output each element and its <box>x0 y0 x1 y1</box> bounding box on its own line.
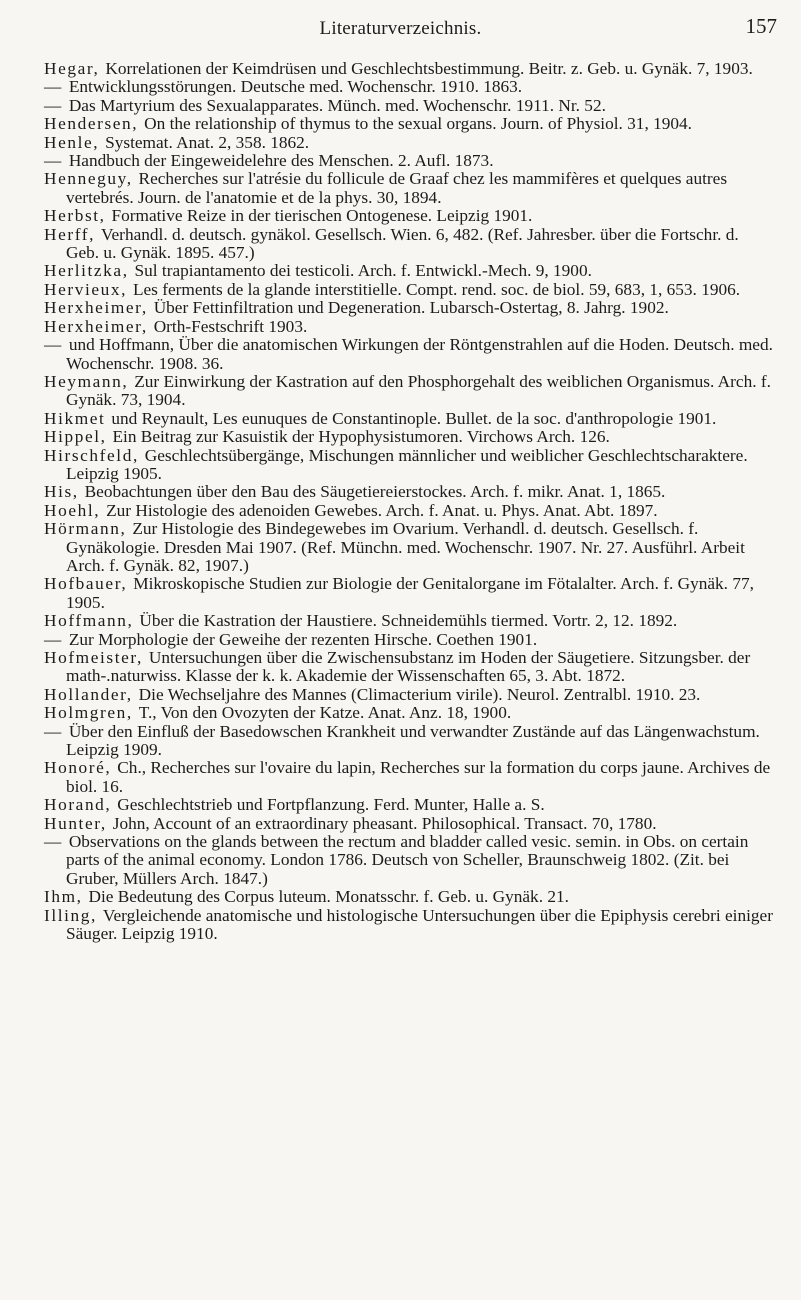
bibliography-entry <box>44 520 774 575</box>
bibliography-entry <box>44 299 774 317</box>
bibliography-entry <box>44 60 774 78</box>
entry-author: Honoré, <box>44 758 118 778</box>
page-number: 157 <box>745 14 777 38</box>
entry-author: Hikmet <box>44 408 112 428</box>
entry-text: Über Fettinfiltration und Degeneration. Lubarsch-Ostertag, 8. Jahrg. 1902. <box>153 298 669 318</box>
bibliography-entry <box>44 612 774 630</box>
entry-text: Mikroskopische Studien zur Biologie der Genitalorgane im Fötalalter. Arch. f. Gynäk. 77, 1905. <box>66 574 754 612</box>
entry-author: Henneguy, <box>44 169 139 189</box>
bibliography-entry <box>44 410 774 428</box>
entry-author: His, <box>44 482 85 502</box>
entry-author: — <box>44 832 69 852</box>
bibliography-entry <box>44 447 774 484</box>
page-header <box>0 10 801 40</box>
entry-text: Systemat. Anat. 2, 358. 1862. <box>105 132 310 152</box>
entry-author: Hippel, <box>44 427 113 447</box>
entry-text: T., Von den Ovozyten der Katze. Anat. Anz. 18, 1900. <box>138 703 512 723</box>
entry-author: Heymann, <box>44 371 135 391</box>
entry-author: — <box>44 335 69 355</box>
entry-author: Horand, <box>44 795 118 815</box>
bibliography-entry <box>44 796 774 814</box>
entry-text: Recherches sur l'atrésie du follicule de Graaf chez les mammifères et quelques autres vertebrés. Journ. de l'anatomie et de la phys. 30, 1894. <box>66 169 728 207</box>
entry-author: Herxheimer, <box>44 316 154 336</box>
bibliography-entry <box>44 281 774 299</box>
bibliography-entry <box>44 575 774 612</box>
bibliography-list <box>44 60 774 944</box>
bibliography-entry <box>44 152 774 170</box>
entry-text: John, Account of an extraordinary pheasant. Philosophical. Transact. 70, 1780. <box>112 813 657 833</box>
bibliography-entry <box>44 78 774 96</box>
bibliography-entry <box>44 373 774 410</box>
entry-author: Hoffmann, <box>44 611 140 631</box>
entry-text: Über den Einfluß der Basedowschen Krankheit und verwandter Zustände auf das Längenwachstum. Leipzig 1909. <box>66 721 760 760</box>
entry-author: Hegar, <box>44 59 106 78</box>
entry-author: Herxheimer, <box>44 298 154 318</box>
entry-text: Ein Beitrag zur Kasuistik der Hypophysistumoren. Virchows Arch. 126. <box>112 427 610 447</box>
entry-text: Zur Histologie des adenoiden Gewebes. Arch. f. Anat. u. Phys. Anat. Abt. 1897. <box>106 500 658 520</box>
entry-author: Hirschfeld, <box>44 445 145 465</box>
entry-author: Hollander, <box>44 684 139 704</box>
bibliography-entry <box>44 686 774 704</box>
entry-author: — <box>44 629 69 649</box>
running-title: Literaturverzeichnis. <box>319 18 482 39</box>
entry-author: Hunter, <box>44 813 113 833</box>
entry-author: Holmgren, <box>44 703 139 723</box>
bibliography-entry <box>44 207 774 225</box>
entry-text: und Reynault, Les eunuques de Constantinople. Bullet. de la soc. d'anthropologie 1901. <box>111 408 717 428</box>
entry-text: Sul trapiantamento dei testicoli. Arch. f. Entwickl.-Mech. 9, 1900. <box>134 261 592 281</box>
entry-text: Geschlechtsübergänge, Mischungen männlicher und weiblicher Geschlechtscharaktere. Leipzig 1905. <box>66 445 748 483</box>
entry-text: Die Bedeutung des Corpus luteum. Monatsschr. f. Geb. u. Gynäk. 21. <box>88 887 569 907</box>
entry-author: Hervieux, <box>44 279 133 299</box>
entry-author: Illing, <box>44 905 103 925</box>
bibliography-entry <box>44 888 774 906</box>
entry-text: Entwicklungsstörungen. Deutsche med. Wochenschr. 1910. 1863. <box>68 77 523 97</box>
bibliography-entry <box>44 502 774 520</box>
entry-text: Das Martyrium des Sexualapparates. Münch. med. Wochenschr. 1911. Nr. 52. <box>68 95 606 115</box>
entry-author: Hoehl, <box>44 500 107 520</box>
entry-author: Herlitzka, <box>44 261 135 281</box>
entry-author: Ihm, <box>44 887 89 907</box>
bibliography-entry <box>44 759 774 796</box>
entry-author: — <box>44 721 69 741</box>
entry-author: Hörmann, <box>44 519 133 539</box>
entry-author: Herff, <box>44 224 101 244</box>
entry-author: Herbst, <box>44 206 112 226</box>
bibliography-entry <box>44 815 774 833</box>
bibliography-entry <box>44 97 774 115</box>
entry-text: Zur Histologie des Bindegewebes im Ovarium. Verhandl. d. deutsch. Gesellsch. f. Gynäkologie. Dresden Mai 1907. (Ref. Münchn. med. Wochenschr. 1907. Nr. 27. Ausführl. Arbeit Arch. f. Gynäk. 82, 1907.) <box>66 519 745 575</box>
entry-text: Verhandl. d. deutsch. gynäkol. Gesellsch. Wien. 6, 482. (Ref. Jahresber. über die Fortschr. d. Geb. u. Gynäk. 1895. 457.) <box>66 224 739 263</box>
bibliography-entry <box>44 134 774 152</box>
entry-text: Observations on the glands between the rectum and bladder called vesic. semin. in Obs. on certain parts of the animal economy. London 1786. Deutsch von Scheller, Braunschweig 1802. (Zit. bei Gruber, Müllers Arch. 1847.) <box>66 832 749 888</box>
entry-author: — <box>44 95 69 115</box>
entry-text: Die Wechseljahre des Mannes (Climacterium virile). Neurol. Zentralbl. 1910. 23. <box>138 684 701 704</box>
entry-author: Hendersen, <box>44 114 145 134</box>
entry-text: Korrelationen der Keimdrüsen und Geschlechtsbestimmung. Beitr. z. Geb. u. Gynäk. 7, 1903. <box>105 59 753 78</box>
bibliography-entry <box>44 704 774 722</box>
entry-text: Orth-Festschrift 1903. <box>153 316 308 336</box>
bibliography-entry <box>44 483 774 501</box>
entry-text: On the relationship of thymus to the sexual organs. Journ. of Physiol. 31, 1904. <box>144 114 692 134</box>
entry-author: — <box>44 77 69 97</box>
entry-text: Beobachtungen über den Bau des Säugetiereierstockes. Arch. f. mikr. Anat. 1, 1865. <box>84 482 666 502</box>
bibliography-entry <box>44 226 774 263</box>
bibliography-entry <box>44 631 774 649</box>
bibliography-entry <box>44 649 774 686</box>
bibliography-entry <box>44 723 774 760</box>
entry-author: — <box>44 151 69 171</box>
entry-text: Über die Kastration der Haustiere. Schneidemühls tiermed. Vortr. 2, 12. 1892. <box>139 611 678 631</box>
entry-author: Henle, <box>44 132 106 152</box>
entry-text: Geschlechtstrieb und Fortpflanzung. Ferd. Munter, Halle a. S. <box>117 795 545 815</box>
entry-text: Handbuch der Eingeweidelehre des Menschen. 2. Aufl. 1873. <box>68 151 494 171</box>
entry-text: Zur Morphologie der Geweihe der rezenten Hirsche. Coethen 1901. <box>68 629 538 649</box>
entry-text: Ch., Recherches sur l'ovaire du lapin, Recherches sur la formation du corps jaune. Archives de biol. 16. <box>66 758 771 796</box>
bibliography-entry <box>44 115 774 133</box>
bibliography-entry <box>44 833 774 888</box>
entry-text: und Hoffmann, Über die anatomischen Wirkungen der Röntgenstrahlen auf die Hoden. Deutsch. med. Wochenschr. 1908. 36. <box>66 335 773 373</box>
bibliography-entry <box>44 262 774 280</box>
entry-author: Hofmeister, <box>44 648 149 667</box>
bibliography-entry <box>44 428 774 446</box>
entry-text: Formative Reize in der tierischen Ontogenese. Leipzig 1901. <box>111 206 533 226</box>
entry-text: Zur Einwirkung der Kastration auf den Phosphorgehalt des weiblichen Organismus. Arch. f. Gynäk. 73, 1904. <box>66 371 771 410</box>
bibliography-entry <box>44 336 774 373</box>
entry-author: Hofbauer, <box>44 574 134 594</box>
bibliography-entry <box>44 907 774 944</box>
bibliography-entry <box>44 170 774 207</box>
entry-text: Untersuchungen über die Zwischensubstanz im Hoden der Säugetiere. Sitzungsber. der math-.naturwiss. Klasse der k. k. Akademie der Wissenschaften 65, 3. Abt. 1872. <box>66 648 751 686</box>
entry-text: Vergleichende anatomische und histologische Untersuchungen über die Epiphysis cerebri einiger Säuger. Leipzig 1910. <box>66 905 773 944</box>
entry-text: Les ferments de la glande interstitielle. Compt. rend. soc. de biol. 59, 683, 1, 653. 1906. <box>132 279 741 299</box>
bibliography-entry <box>44 318 774 336</box>
